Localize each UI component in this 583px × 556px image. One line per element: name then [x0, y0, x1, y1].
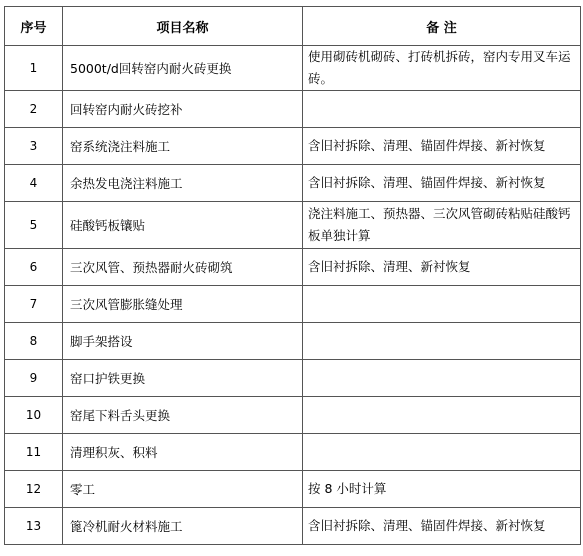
row-number: 3	[5, 128, 63, 165]
table-row	[5, 46, 581, 91]
table-row	[5, 323, 581, 360]
row-remarks: 含旧衬拆除、清理、锚固件焊接、新衬恢复	[303, 128, 581, 165]
project-table-container	[4, 6, 580, 545]
row-remarks	[303, 323, 581, 360]
row-project-name: 零工	[63, 471, 303, 508]
row-number: 6	[5, 249, 63, 286]
row-project-name: 清理积灰、积料	[63, 434, 303, 471]
project-table	[4, 6, 581, 545]
row-number: 4	[5, 165, 63, 202]
row-remarks	[303, 397, 581, 434]
row-remarks: 含旧衬拆除、清理、锚固件焊接、新衬恢复	[303, 508, 581, 545]
row-project-name: 窑尾下料舌头更换	[63, 397, 303, 434]
row-project-name: 篦冷机耐火材料施工	[63, 508, 303, 545]
header-remarks: 备 注	[303, 7, 581, 46]
row-number: 9	[5, 360, 63, 397]
row-project-name: 余热发电浇注料施工	[63, 165, 303, 202]
header-project-name: 项目名称	[63, 7, 303, 46]
row-number: 13	[5, 508, 63, 545]
row-remarks: 浇注料施工、预热器、三次风管砌砖粘贴硅酸钙板单独计算	[303, 202, 581, 249]
table-row	[5, 91, 581, 128]
row-project-name: 5000t/d回转窑内耐火砖更换	[63, 46, 303, 91]
row-number: 1	[5, 46, 63, 91]
row-remarks	[303, 434, 581, 471]
row-remarks	[303, 91, 581, 128]
row-project-name: 硅酸钙板镶贴	[63, 202, 303, 249]
table-header-row	[5, 7, 581, 46]
row-project-name: 三次风管膨胀缝处理	[63, 286, 303, 323]
row-remarks: 含旧衬拆除、清理、新衬恢复	[303, 249, 581, 286]
row-remarks	[303, 360, 581, 397]
row-project-name: 脚手架搭设	[63, 323, 303, 360]
row-number: 2	[5, 91, 63, 128]
row-number: 10	[5, 397, 63, 434]
table-row	[5, 202, 581, 249]
row-project-name: 窑系统浇注料施工	[63, 128, 303, 165]
table-row	[5, 434, 581, 471]
row-number: 11	[5, 434, 63, 471]
row-project-name: 窑口护铁更换	[63, 360, 303, 397]
row-remarks: 按 8 小时计算	[303, 471, 581, 508]
row-project-name: 三次风管、预热器耐火砖砌筑	[63, 249, 303, 286]
row-remarks: 使用砌砖机砌砖、打砖机拆砖，窑内专用叉车运砖。	[303, 46, 581, 91]
table-row	[5, 128, 581, 165]
row-number: 5	[5, 202, 63, 249]
table-row	[5, 471, 581, 508]
header-serial-number: 序号	[5, 7, 63, 46]
table-row	[5, 249, 581, 286]
table-row	[5, 165, 581, 202]
row-number: 12	[5, 471, 63, 508]
row-number: 7	[5, 286, 63, 323]
row-remarks: 含旧衬拆除、清理、锚固件焊接、新衬恢复	[303, 165, 581, 202]
table-row	[5, 286, 581, 323]
table-row	[5, 508, 581, 545]
row-project-name: 回转窑内耐火砖挖补	[63, 91, 303, 128]
table-row	[5, 397, 581, 434]
row-number: 8	[5, 323, 63, 360]
row-remarks	[303, 286, 581, 323]
table-row	[5, 360, 581, 397]
